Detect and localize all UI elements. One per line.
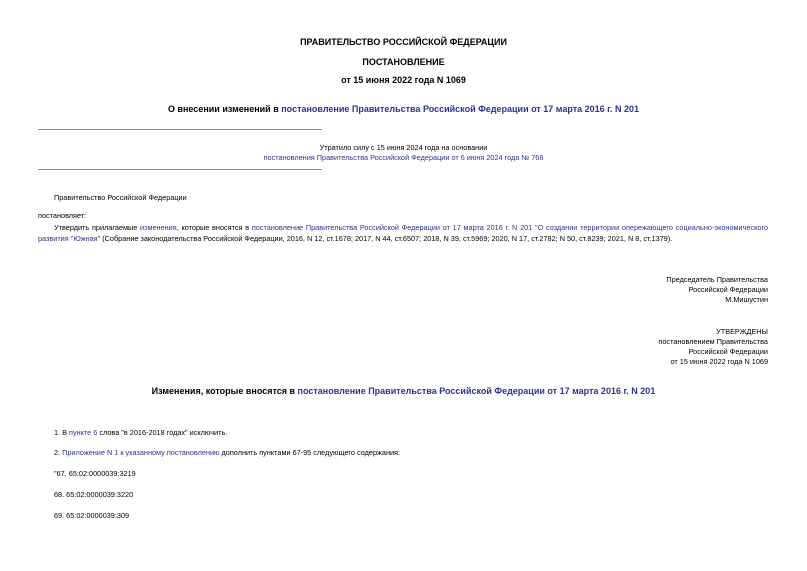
signature-position: Председатель Правительства [666,275,768,284]
approval-line3: Российской Федерации [688,347,768,356]
approval-line4: от 15 июня 2022 года N 1069 [670,357,768,366]
signature-country: Российской Федерации [688,285,768,294]
notice-bottom-rule [38,169,322,170]
signature-name: М.Мишустин [725,295,768,304]
list-item: 68. 65:02:0000039:3220 [54,490,134,499]
list-item: "67. 65:02:0000039:3219 [54,469,136,478]
document-type: ПОСТАНОВЛЕНИЕ [362,57,445,67]
repeal-notice-line1: Утратило силу с 15 июня 2024 года на основании [319,143,488,152]
approval-line2: постановлением Правительства [658,337,768,346]
document-title [0,104,807,115]
item-2-link[interactable]: Приложение N 1 к указанному постановлению [62,448,220,457]
list-item: 69. 65:02:0000039:309 [54,511,130,520]
changes-title [0,386,807,397]
item-2 [54,448,400,458]
item-2-prefix: 2. [54,448,63,457]
changes-title-prefix: Изменения, которые вносятся в [151,386,298,396]
decides-text: постановляет: [38,211,87,220]
document-date-number: от 15 июня 2022 года N 1069 [341,75,466,85]
item-2-suffix: дополнить пунктами 67-95 следующего содержания: [219,448,401,457]
item-1-suffix: слова "в 2016-2018 годах" исключить. [97,428,228,437]
paragraph-text-mid: , которые вносятся в [176,223,252,232]
paragraph-text-start: Утвердить прилагаемые [54,223,141,232]
resolution-paragraph [38,222,768,244]
government-subject: Правительство Российской Федерации [54,193,187,202]
government-heading: ПРАВИТЕЛЬСТВО РОССИЙСКОЙ ФЕДЕРАЦИИ [300,37,507,47]
changes-title-link[interactable]: постановление Правительства Российской Федерации от 17 марта 2016 г. N 201 [297,386,656,396]
changes-link[interactable]: изменения [140,223,177,232]
notice-top-rule [38,129,322,130]
repeal-notice-link[interactable]: постановления Правительства Российской Федерации от 6 июня 2024 года № 768 [263,153,544,162]
item-1 [54,428,227,438]
item-1-link[interactable]: пункте 6 [69,428,98,437]
document-title-link[interactable]: постановление Правительства Российской Федерации от 17 марта 2016 г. N 201 [281,104,640,114]
item-1-prefix: 1. В [54,428,70,437]
paragraph-text-end: (Собрание законодательства Российской Федерации, 2016, N 12, ст.1678; 2017, N 44, ст.6507; 2018, N 39, ст.5969; 2020, N 17, ст.2782; N 50, ст.8239; 2021, N 8, ст.1379). [100,234,673,243]
document-title-prefix: О внесении изменений в [167,104,282,114]
decree-link[interactable]: постановление Правительства Российской Федерации от 17 марта 2016 г. N 201 "О создании территории опережающего социально-экономического развития "Южная" [38,223,769,243]
approval-heading: УТВЕРЖДЕНЫ [716,327,768,336]
